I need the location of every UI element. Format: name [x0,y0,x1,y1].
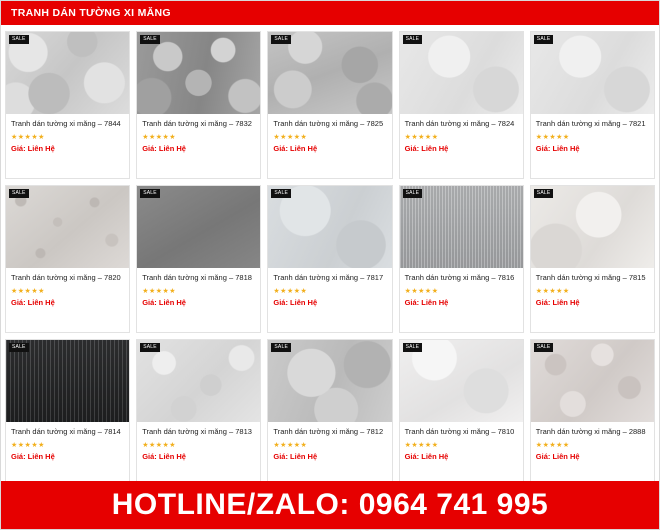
product-info [531,268,654,332]
sale-badge: SALE [534,35,554,44]
product-thumbnail[interactable] [400,186,523,268]
product-info [400,422,523,486]
rating-stars: ★★★★★ [11,133,45,141]
rating-stars: ★★★★★ [273,287,308,295]
product-card[interactable] [399,31,524,179]
sale-badge: SALE [271,343,291,352]
texture-image [6,340,129,422]
product-card[interactable] [530,185,655,333]
rating-stars: ★★★★★ [142,441,177,449]
texture-image [531,32,654,114]
sale-badge: SALE [9,343,29,352]
product-price: Giá: Liên Hệ [535,451,580,461]
product-price: Giá: Liên Hệ [273,451,318,461]
texture-image [268,32,391,114]
sale-badge: SALE [140,35,160,44]
page-header [1,1,659,25]
hotline-text: HOTLINE/ZALO: 0964 741 995 [111,488,549,521]
sale-badge: SALE [271,189,291,198]
product-thumbnail[interactable] [137,186,260,268]
product-price: Giá: Liên Hệ [142,451,186,461]
product-price: Giá: Liên Hệ [11,143,55,153]
product-thumbnail[interactable] [531,32,654,114]
product-title[interactable]: Tranh dán tường xi măng – 7821 [535,119,646,128]
product-thumbnail[interactable] [6,186,129,268]
product-title[interactable]: Tranh dán tường xi măng – 7820 [11,273,121,282]
rating-stars: ★★★★★ [535,441,570,449]
texture-image [137,32,260,114]
product-grid [1,25,659,487]
product-thumbnail[interactable] [531,186,654,268]
sale-badge: SALE [9,35,29,44]
rating-stars: ★★★★★ [273,441,308,449]
product-title[interactable]: Tranh dán tường xi măng – 7810 [404,427,515,436]
product-info [268,422,391,486]
product-card[interactable] [399,339,524,487]
product-info [268,114,391,178]
product-card[interactable] [530,339,655,487]
product-thumbnail[interactable] [137,32,260,114]
product-price: Giá: Liên Hệ [11,297,55,307]
product-thumbnail[interactable] [531,340,654,422]
rating-stars: ★★★★★ [11,287,45,295]
texture-image [400,340,523,422]
product-info [268,268,391,332]
rating-stars: ★★★★★ [404,133,439,141]
product-card[interactable] [5,31,130,179]
product-title[interactable]: Tranh dán tường xi măng – 7824 [404,119,515,128]
product-info [400,114,523,178]
sale-badge: SALE [403,35,423,44]
product-card[interactable] [530,31,655,179]
texture-image [6,186,129,268]
product-title[interactable]: Tranh dán tường xi măng – 7832 [142,119,252,128]
sale-badge: SALE [403,343,423,352]
texture-image [531,340,654,422]
product-title[interactable]: Tranh dán tường xi măng – 7815 [535,273,646,282]
product-thumbnail[interactable] [400,340,523,422]
product-title[interactable]: Tranh dán tường xi măng – 7825 [273,119,384,128]
product-thumbnail[interactable] [400,32,523,114]
texture-image [137,186,260,268]
rating-stars: ★★★★★ [142,133,177,141]
product-card[interactable] [267,185,392,333]
product-thumbnail[interactable] [6,340,129,422]
product-title[interactable]: Tranh dán tường xi măng – 2888 [535,427,646,436]
rating-stars: ★★★★★ [11,441,45,449]
rating-stars: ★★★★★ [535,287,570,295]
texture-image [268,186,391,268]
product-info [137,114,260,178]
product-info [6,114,129,178]
sale-badge: SALE [403,189,423,198]
sale-badge: SALE [140,189,160,198]
product-price: Giá: Liên Hệ [535,143,580,153]
texture-image [268,340,391,422]
product-title[interactable]: Tranh dán tường xi măng – 7816 [404,273,515,282]
product-price: Giá: Liên Hệ [535,297,580,307]
texture-image [400,32,523,114]
product-price: Giá: Liên Hệ [404,451,449,461]
product-price: Giá: Liên Hệ [273,143,318,153]
texture-image [137,340,260,422]
product-thumbnail[interactable] [268,340,391,422]
product-info [6,422,129,486]
product-title[interactable]: Tranh dán tường xi măng – 7812 [273,427,384,436]
rating-stars: ★★★★★ [404,287,439,295]
product-title[interactable]: Tranh dán tường xi măng – 7817 [273,273,384,282]
product-price: Giá: Liên Hệ [11,451,55,461]
texture-image [6,32,129,114]
sale-badge: SALE [534,189,554,198]
product-title[interactable]: Tranh dán tường xi măng – 7844 [11,119,121,128]
texture-image [531,186,654,268]
product-thumbnail[interactable] [137,340,260,422]
product-price: Giá: Liên Hệ [142,297,186,307]
texture-image [400,186,523,268]
product-card[interactable] [399,185,524,333]
sale-badge: SALE [534,343,554,352]
product-price: Giá: Liên Hệ [142,143,186,153]
product-price: Giá: Liên Hệ [404,297,449,307]
product-card[interactable] [267,31,392,179]
product-title[interactable]: Tranh dán tường xi măng – 7813 [142,427,252,436]
rating-stars: ★★★★★ [273,133,308,141]
rating-stars: ★★★★★ [404,441,439,449]
product-title[interactable]: Tranh dán tường xi măng – 7814 [11,427,121,436]
rating-stars: ★★★★★ [142,287,177,295]
product-title[interactable]: Tranh dán tường xi măng – 7818 [142,273,252,282]
product-price: Giá: Liên Hệ [273,297,318,307]
sale-badge: SALE [271,35,291,44]
product-card[interactable] [136,185,261,333]
product-info [531,422,654,486]
product-card[interactable] [5,339,130,487]
product-info [137,422,260,486]
sale-badge: SALE [140,343,160,352]
product-card[interactable] [5,185,130,333]
page-title: TRANH DÁN TƯỜNG XI MĂNG [11,7,171,19]
product-thumbnail[interactable] [268,186,391,268]
product-thumbnail[interactable] [268,32,391,114]
product-card[interactable] [136,339,261,487]
product-info [531,114,654,178]
product-info [400,268,523,332]
product-card[interactable] [136,31,261,179]
sale-badge: SALE [9,189,29,198]
product-price: Giá: Liên Hệ [404,143,449,153]
product-info [137,268,260,332]
rating-stars: ★★★★★ [535,133,570,141]
hotline-banner [1,481,659,529]
product-card[interactable] [267,339,392,487]
product-thumbnail[interactable] [6,32,129,114]
product-info [6,268,129,332]
